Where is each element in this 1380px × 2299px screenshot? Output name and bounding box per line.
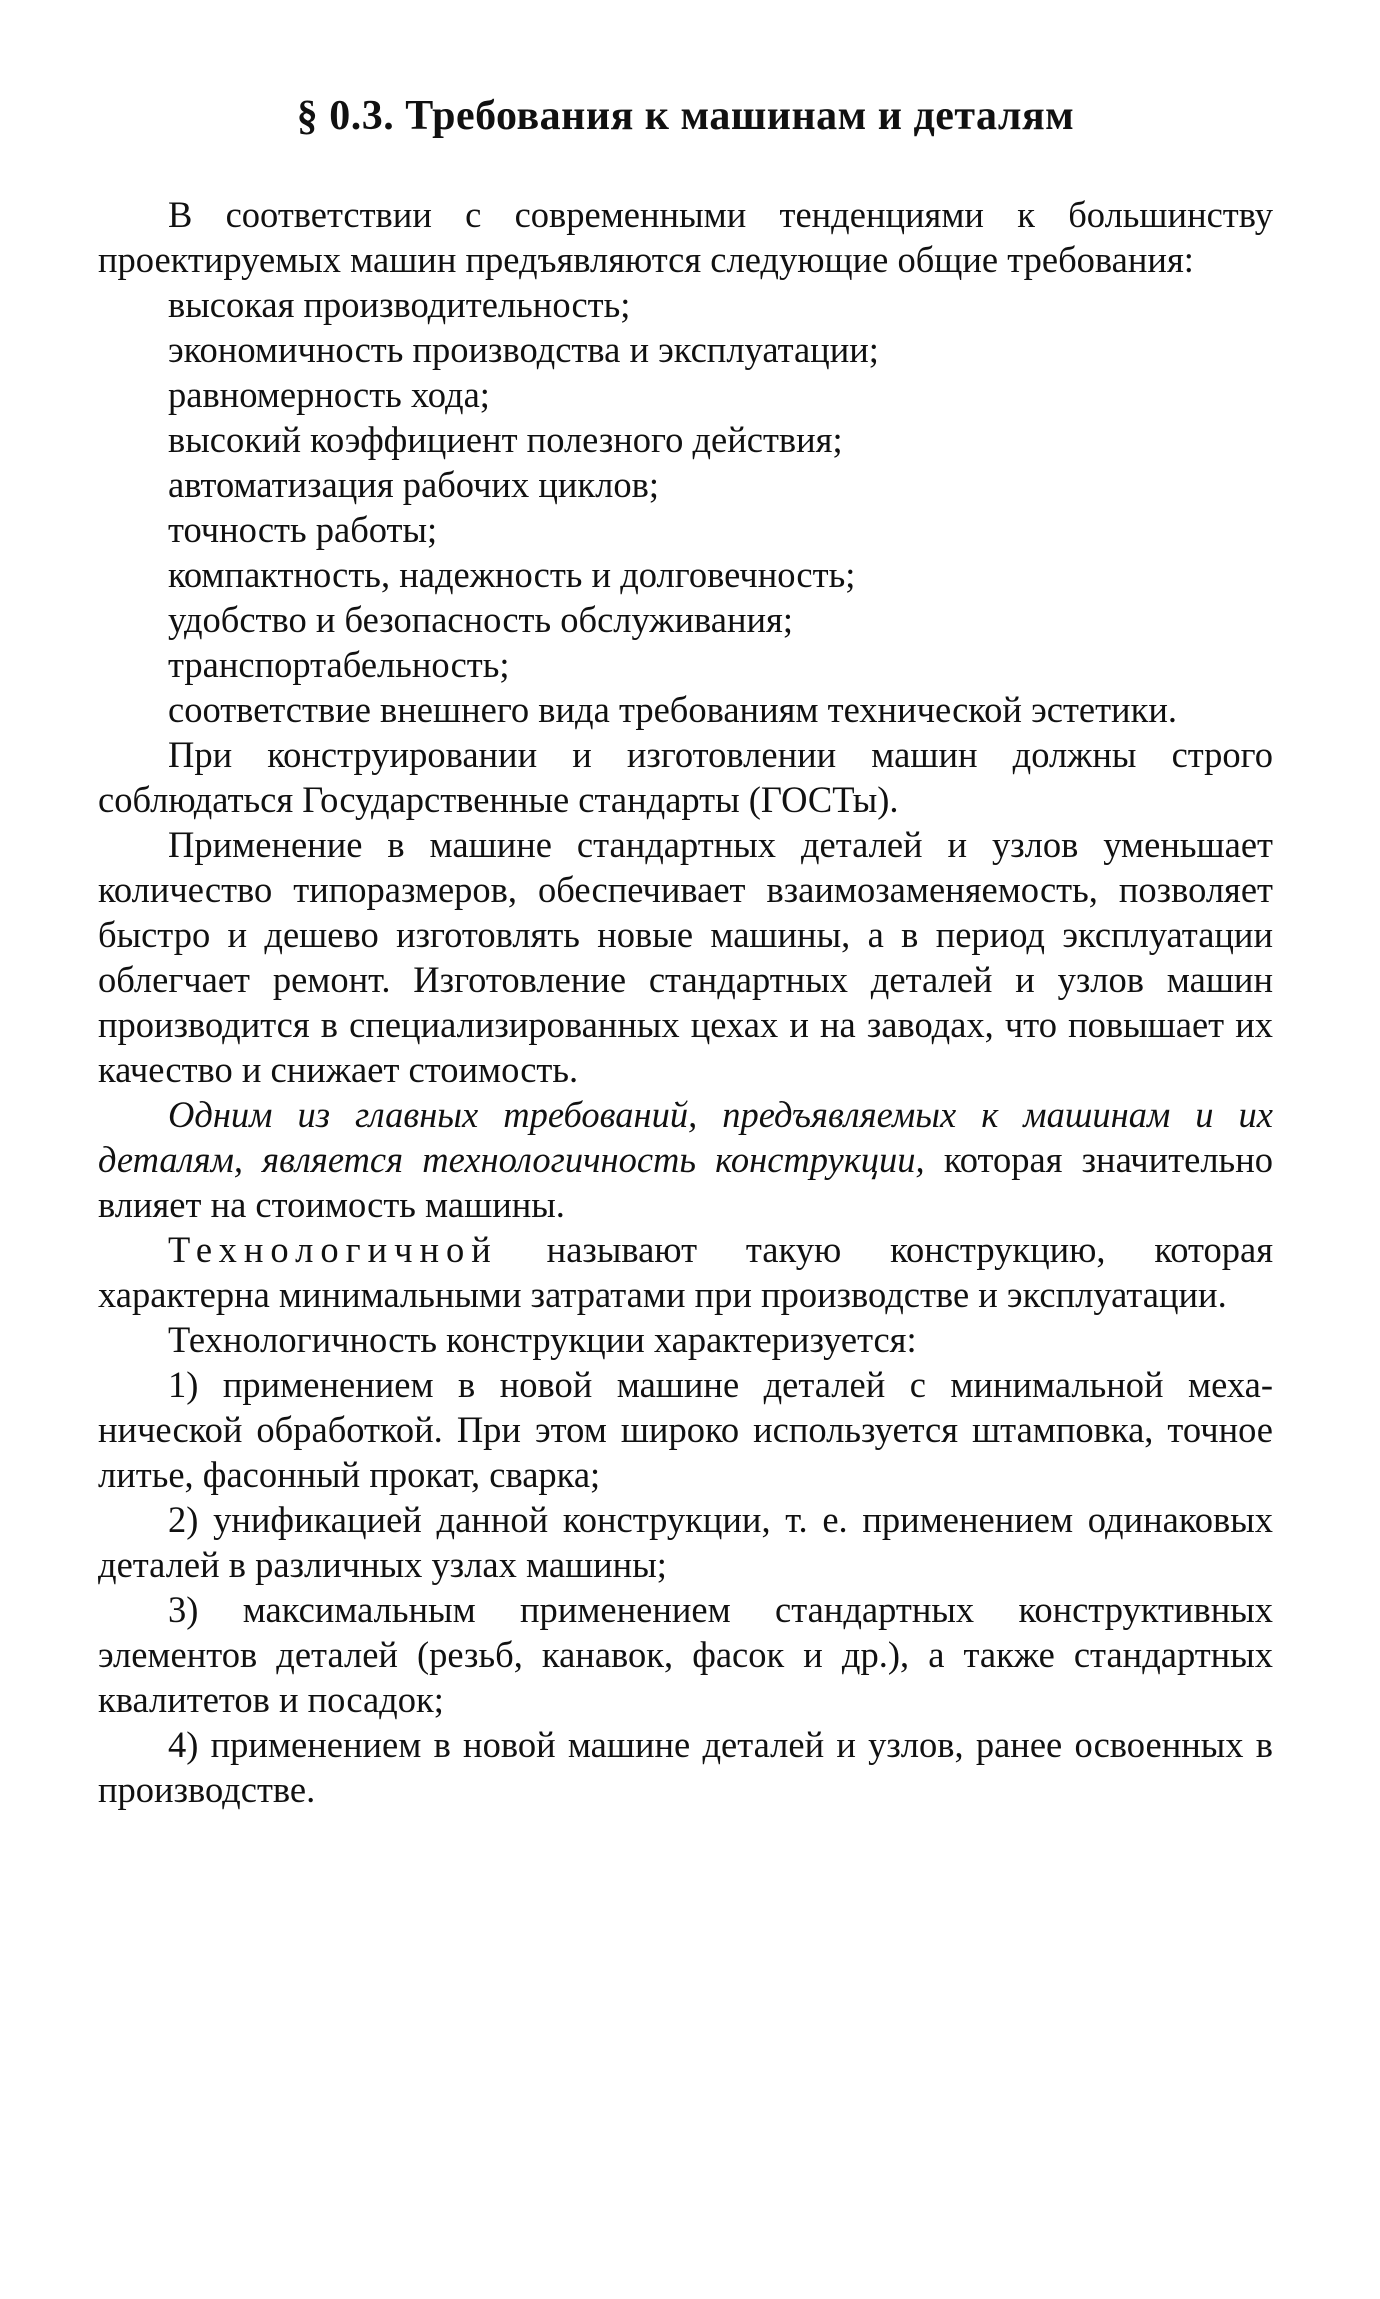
characterized-paragraph: Технологичность конструкции характеризуется:: [168, 1319, 917, 1360]
requirement-item: автоматизация рабочих циклов;: [168, 464, 659, 505]
main-requirement-paragraph: [98, 1092, 1273, 1227]
requirement-item: равномерность хода;: [168, 374, 490, 415]
gost-paragraph: При конструировании и изготовлении машин должны строго соблюдаться Государственные стандарты (ГОСТы).: [98, 734, 1273, 820]
requirement-item: высокая производительность;: [168, 284, 631, 325]
page: [98, 88, 1273, 1812]
requirement-item: компактность, надежность и долговечность;: [168, 554, 856, 595]
numbered-item: 4) применением в новой машине деталей и узлов, ранее освоенных в производстве.: [98, 1724, 1273, 1810]
definition-term: Технологичной: [168, 1229, 498, 1270]
intro-paragraph: В соответствии с современными тенденциями к большинству проектируемых машин предъявляются следующие общие требования:: [98, 194, 1273, 280]
standard-parts-paragraph: Применение в машине стандартных деталей и узлов уменьшает количество типоразмеров, обеспечивает взаимозаменяемость, позволяет быстро и дешево изготовлять новые машины, а в период эксплуатации облегчает ремонт. Изготовление стандартных деталей и узлов машин производится в специализированных цехах и на заводах, что повышает их качество и снижает стоимость.: [98, 824, 1273, 1090]
numbered-item: 2) унификацией данной конструкции, т. е. применением одинаковых деталей в различных узлах машины;: [98, 1499, 1273, 1585]
main-requirement-italic: Одним из главных требований, предъявляемых к машинам и их деталям, является технологичность конструкции,: [98, 1094, 1273, 1180]
requirement-item: экономичность производства и эксплуатации;: [168, 329, 879, 370]
requirement-item: удобство и безопасность обслуживания;: [168, 599, 793, 640]
requirement-item: высокий коэффициент полезного действия;: [168, 419, 843, 460]
definition-paragraph: [98, 1227, 1273, 1317]
section-title: § 0.3. Требования к машинам и деталям: [296, 93, 1075, 139]
numbered-item: 1) применением в новой машине деталей с минимальной механической обработкой. При этом широко используется штамповка, точное литье, фасонный прокат, сварка;: [98, 1364, 1273, 1495]
numbered-item: 3) максимальным применением стандартных конструктивных элементов деталей (резьб, канавок, фасок и др.), а также стандартных квалитетов и посадок;: [98, 1589, 1273, 1720]
numbered-list: [98, 1362, 1273, 1812]
requirement-item: соответствие внешнего вида требованиям технической эстетики.: [168, 689, 1177, 730]
requirement-item: транспортабельность;: [168, 644, 510, 685]
definition-rest: называют такую конструкцию, которая характерна минимальными затратами при производстве и эксплуатации.: [98, 1229, 1273, 1315]
main-requirement-rest: которая значительно влияет на стоимость машины.: [98, 1139, 1273, 1225]
requirements-list: [98, 282, 1273, 732]
requirement-item: точность работы;: [168, 509, 438, 550]
